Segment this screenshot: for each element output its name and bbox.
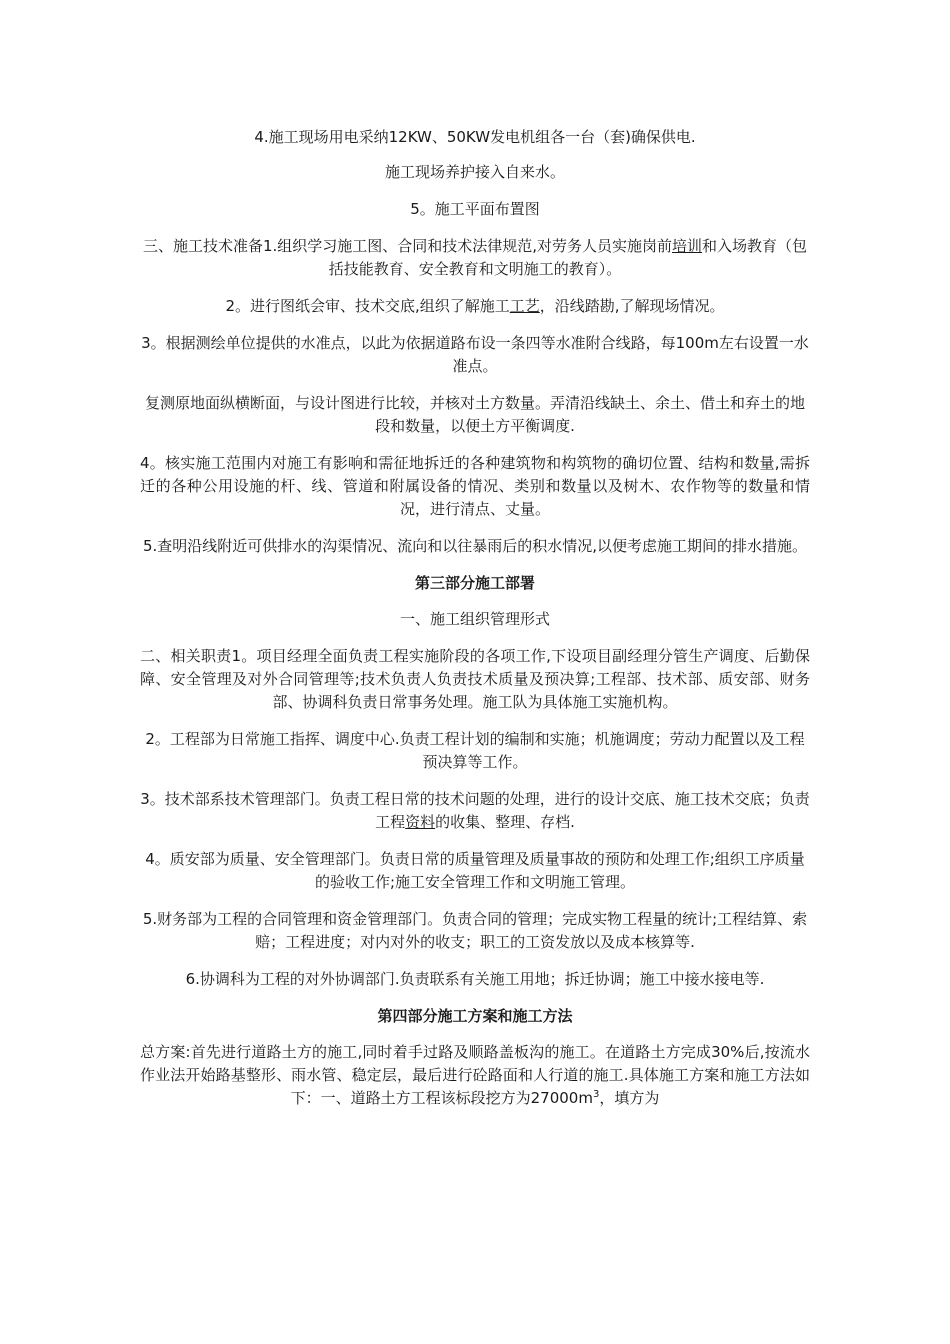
- text-segment: 总方案:首先进行道路土方的施工,同时着手过路及顺路盖板沟的施工。在道路土方完成30%后,按流水作业法开始路基整形、雨水管、稳定层，最后进行砼路面和人行道的施工.具体施工方案和施工方法如下：一、道路土方工程该标段挖方为27000m: [140, 1043, 810, 1107]
- underlined-term: 工艺: [509, 297, 540, 315]
- underlined-term: 资料: [405, 813, 436, 831]
- paragraph-demolition: 4。核实施工范围内对施工有影响和需征地拆迁的各种建筑物和构筑物的确切位置、结构和数量,需拆迁的各种公用设施的杆、线、管道和附属设备的情况、类别和数量以及树木、农作物等的数量和情况，进行清点、丈量。: [140, 454, 810, 518]
- text-segment: 三、施工技术准备1.组织学习施工图、合同和技术法律规范,对劳务人员实施岗前: [142, 237, 673, 255]
- section3-safety-dept: 4。质安部为质量、安全管理部门。负责日常的质量管理及质量事故的预防和处理工作;组织工序质量的验收工作;施工安全管理工作和文明施工管理。: [145, 850, 805, 891]
- underlined-term: 培训: [672, 237, 703, 255]
- section4-heading: 第四部分施工方案和施工方法: [377, 1007, 573, 1025]
- paragraph-tech-prep: [140, 235, 810, 281]
- paragraph-power-supply: 4.施工现场用电采纳12KW、50KW发电机组各一台（套)确保供电.: [254, 128, 696, 146]
- paragraph-drawing-review: [140, 295, 810, 318]
- paragraph-water-supply: 施工现场养护接入自来水。: [384, 163, 565, 181]
- section3-tech-dept: [140, 788, 810, 834]
- paragraph-resurvey: 复测原地面纵横断面，与设计图进行比较，并核对土方数量。弄清沿线缺土、余土、借土和弃土的地段和数量，以便土方平衡调度.: [144, 394, 805, 435]
- section4-overview: [140, 1041, 810, 1110]
- paragraph-benchmark: 3。根据测绘单位提供的水准点，以此为依据道路布设一条四等水准附合线路，每100m左右设置一水准点。: [141, 334, 809, 375]
- section3-coordination-dept: 6.协调科为工程的对外协调部门.负责联系有关施工用地；拆迁协调；施工中接水接电等.: [185, 970, 765, 988]
- text-segment: 的收集、整理、存档.: [435, 813, 575, 831]
- section3-finance-dept: 5.财务部为工程的合同管理和资金管理部门。负责合同的管理；完成实物工程量的统计;工程结算、索赔；工程进度；对内对外的收支；职工的工资发放以及成本核算等.: [142, 910, 808, 951]
- section3-duties: 二、相关职责1。项目经理全面负责工程实施阶段的各项工作,下设项目副经理分管生产调度、后勤保障、安全管理及对外合同管理等;技术负责人负责技术质量及预决算;工程部、技术部、质安部、财务部、协调科负责日常事务处理。施工队为具体施工实施机构。: [140, 647, 810, 711]
- text-segment: ，填方为: [599, 1089, 660, 1107]
- superscript: 3: [592, 1089, 600, 1100]
- text-segment: ，沿线踏勘,了解现场情况。: [539, 297, 725, 315]
- text-segment: 2。进行图纸会审、技术交底,组织了解施工: [225, 297, 510, 315]
- text-segment: 和入场教育（包括技能教育、安全教育和文明施工的教育）。: [328, 237, 808, 278]
- section3-subheading: 一、施工组织管理形式: [399, 610, 550, 628]
- paragraph-site-layout: 5。施工平面布置图: [410, 200, 540, 218]
- text-segment: 3。技术部系技术管理部门。负责工程日常的技术问题的处理，进行的设计交底、施工技术交底；负责工程: [140, 790, 810, 831]
- paragraph-drainage: 5.查明沿线附近可供排水的沟渠情况、流向和以往暴雨后的积水情况,以便考虑施工期间的排水措施。: [142, 537, 808, 555]
- document-body: [140, 126, 810, 1122]
- section3-engineering-dept: 2。工程部为日常施工指挥、调度中心.负责工程计划的编制和实施；机施调度；劳动力配置以及工程预决算等工作。: [145, 730, 805, 771]
- section3-heading: 第三部分施工部署: [414, 574, 535, 592]
